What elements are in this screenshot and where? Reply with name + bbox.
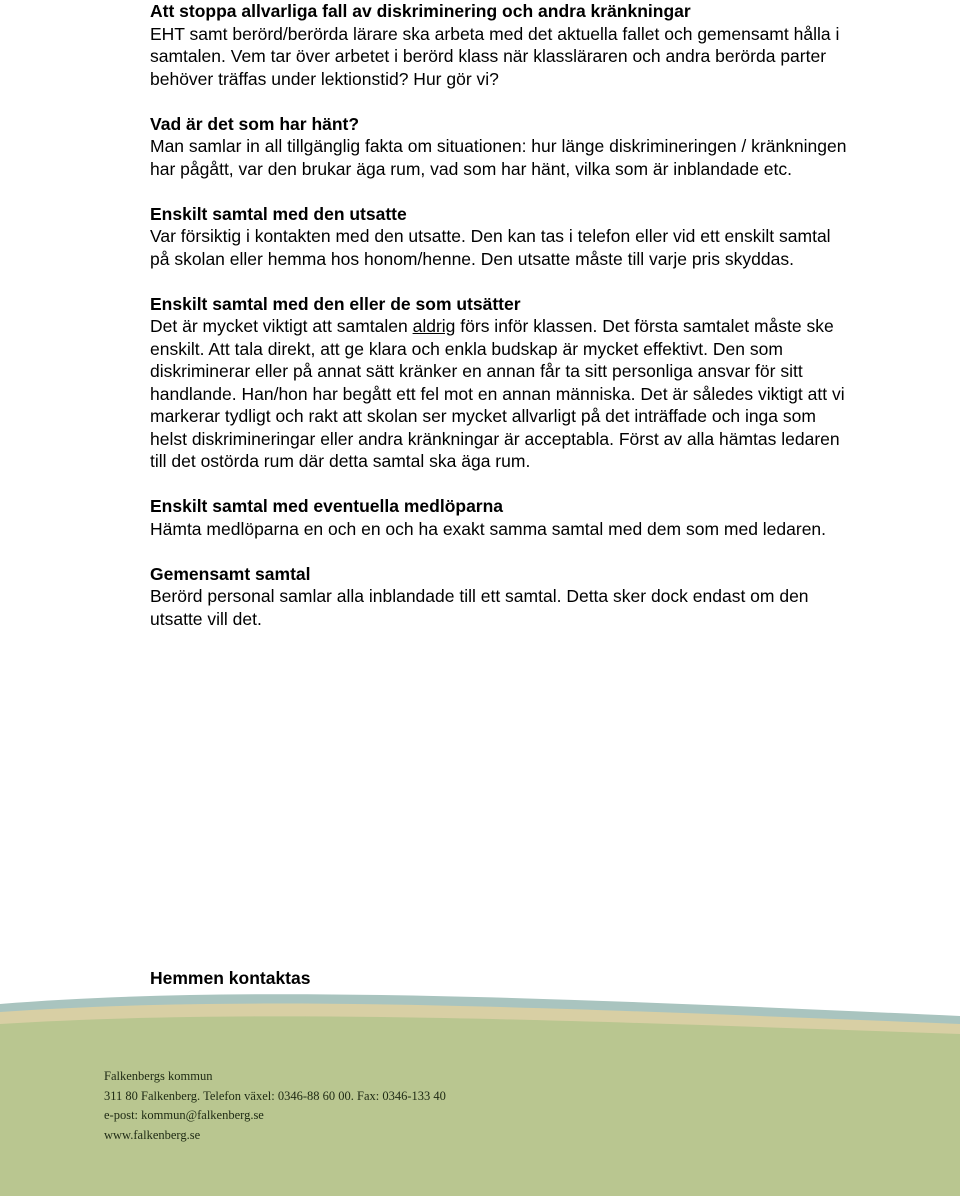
perpetrator-talk-body-start: Det är mycket viktigt att samtalen [150,316,413,336]
intro-body: EHT samt berörd/berörda lärare ska arbeta med det aktuella fallet och gemensamt hålla i samtalen. Vem tar över arbetet i berörd klass när klassläraren och andra berörda parter behöver träffas under lektionstid? Hur gör vi? [150,23,840,89]
intro-heading: Att stoppa allvarliga fall av diskriminering och andra kränkningar [150,1,691,21]
what-happened-section [150,113,850,181]
footer-email[interactable]: e-post: kommun@falkenberg.se [104,1108,264,1122]
victim-talk-heading: Enskilt samtal med den utsatte [150,203,407,224]
next-section-heading: Hemmen kontaktas [150,968,311,988]
what-happened-body: Man samlar in all tillgänglig fakta om situationen: hur länge diskrimineringen / kränkningen har pågått, var den brukar äga rum, vad som har hänt, vilka som är inblandade etc. [150,136,847,179]
followers-talk-heading: Enskilt samtal med eventuella medlöparna [150,496,504,516]
footer-website[interactable]: www.falkenberg.se [104,1127,201,1142]
underlined-word-aldrig: aldrig [412,316,456,336]
footer-organization: Falkenbergs kommun [104,1069,213,1083]
what-happened-heading: Vad är det som har hänt? [150,113,360,134]
followers-talk-section [150,495,850,540]
footer-contact [104,1067,446,1145]
joint-talk-body: Berörd personal samlar alla inblandade till ett samtal. Detta sker dock endast om den utsatte vill det. [150,586,809,629]
footer-address-phone: 311 80 Falkenberg. Telefon växel: 0346-88 60 00. Fax: 0346-133 40 [104,1088,446,1103]
perpetrator-talk-body-end: förs inför klassen. Det första samtalet måste ske enskilt. Att tala direkt, att ge klara och enkla budskap är mycket effektivt. Den som diskriminerar eller på annat sätt kränker en annan får ta sitt personliga ansvar för sitt handlande. Han/hon har begått ett fel mot en annan människa. Det är således viktigt att vi markerar tydligt och rakt att skolan ser mycket allvarligt på det inträffade och inga som helst diskrimineringar eller andra kränkningar är acceptabla. Först av alla hämtas ledaren till det ostörda rum där detta samtal ska äga rum. [150,316,845,471]
followers-talk-body: Hämta medlöparna en och en och ha exakt samma samtal med dem som med ledaren. [150,518,827,539]
joint-talk-section [150,563,850,631]
intro-section [150,0,850,90]
victim-talk-section [150,203,850,271]
joint-talk-heading: Gemensamt samtal [150,563,311,584]
victim-talk-body: Var försiktig i kontakten med den utsatte. Den kan tas i telefon eller vid ett enskilt samtal på skolan eller hemma hos honom/henne. Den utsatte måste till varje pris skyddas. [150,226,831,269]
perpetrator-talk-body [150,315,850,473]
perpetrator-talk-heading: Enskilt samtal med den eller de som utsätter [150,293,521,314]
document-body [150,0,850,630]
perpetrator-talk-section [150,293,850,473]
